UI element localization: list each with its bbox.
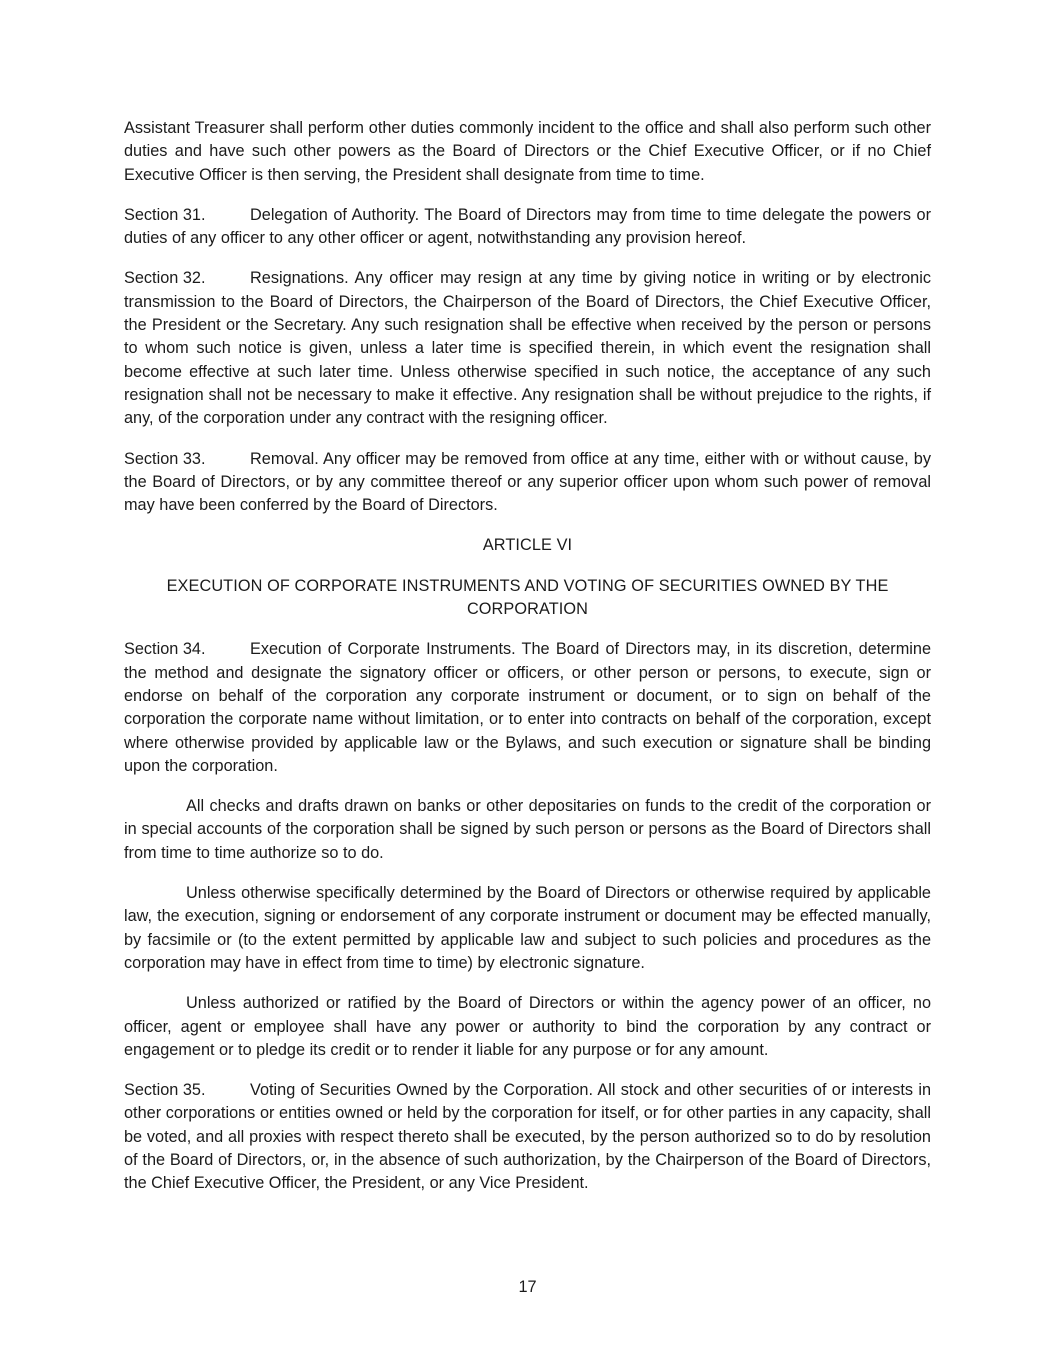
section-35-label: Section 35. — [124, 1081, 206, 1100]
section-33-text: Removal. Any officer may be removed from office at any time, either with or without cause, by the Board of Directors, or by any committee thereof or any superior officer upon whom such power of removal may have been conferred by the Board of Directors. — [124, 449, 931, 515]
section-34-paragraph — [124, 638, 931, 778]
section-34-text: Execution of Corporate Instruments. The Board of Directors may, in its discretion, determine the method and designate the signatory officer or officers, or other person or persons, to execute, sign or endorse on behalf of the corporation any corporate instrument or document, or to sign on behalf of the corporation the corporate name without limitation, or to enter into contracts on behalf of the corporation, except where otherwise provided by applicable law or the Bylaws, and such execution or signature shall be binding upon the corporation. — [124, 640, 931, 775]
section-32-paragraph — [124, 267, 931, 430]
checks-paragraph: All checks and drafts drawn on banks or other depositaries on funds to the credit of the corporation or in special accounts of the corporation shall be signed by such person or persons as the Board of Directors shall from time to time authorize so to do. — [124, 797, 931, 862]
page-number: 17 — [518, 1278, 537, 1296]
authority-paragraph: Unless authorized or ratified by the Board of Directors or within the agency power of an officer, no officer, agent or employee shall have any power or authority to bind the corporation by any contract or engagement or to pledge its credit or to render it liable for any purpose or for any amount. — [124, 994, 931, 1059]
section-31-paragraph — [124, 204, 931, 251]
section-31-label: Section 31. — [124, 205, 206, 224]
section-32-label: Section 32. — [124, 269, 206, 288]
section-35-text: Voting of Securities Owned by the Corporation. All stock and other securities of or interests in other corporations or entities owned or held by the corporation for itself, or for other parties in any capacity, shall be voted, and all proxies with respect thereto shall be executed, by the person authorized so to do by resolution of the Board of Directors, or, in the absence of such authorization, by the Chairperson of the Board of Directors, the Chief Executive Officer, the President, or any Vice President. — [124, 1081, 931, 1193]
section-32-text: Resignations. Any officer may resign at any time by giving notice in writing or by electronic transmission to the Board of Directors, the Chairperson of the Board of Directors, the Chief Executive Officer, the President or the Secretary. Any such resignation shall be effective when received by the person or persons to whom such notice is given, unless a later time is specified therein, in which event the resignation shall become effective at such later time. Unless otherwise specified in such notice, the acceptance of any such resignation shall not be necessary to make it effective. Any resignation shall be without prejudice to the rights, if any, of the corporation under any contract with the resigning officer. — [124, 269, 931, 428]
section-33-paragraph — [124, 448, 931, 518]
continuation-paragraph: Assistant Treasurer shall perform other duties commonly incident to the office and shall also perform such other duties and have such other powers as the Board of Directors or the Chief Executive Officer, or if no Chief Executive Officer is then serving, the President shall designate from time to time. — [124, 119, 931, 184]
section-31-text: Delegation of Authority. The Board of Directors may from time to time delegate the powers or duties of any officer to any other officer or agent, notwithstanding any provision hereof. — [124, 205, 931, 248]
document-content — [124, 117, 931, 1213]
execution-modes-paragraph: Unless otherwise specifically determined by the Board of Directors or otherwise required by applicable law, the execution, signing or endorsement of any corporate instrument or document may be effected manually, by facsimile or (to the extent permitted by applicable law and subject to such policies and procedures as the corporation may have in effect from time to time) by electronic signature. — [124, 884, 931, 972]
section-34-label: Section 34. — [124, 640, 206, 659]
article-vi-heading: ARTICLE VI — [482, 536, 573, 555]
section-33-label: Section 33. — [124, 449, 206, 468]
article-vi-subheading: EXECUTION OF CORPORATE INSTRUMENTS AND VOTING OF SECURITIES OWNED BY THE CORPORATION — [166, 576, 889, 619]
section-35-paragraph — [124, 1079, 931, 1195]
